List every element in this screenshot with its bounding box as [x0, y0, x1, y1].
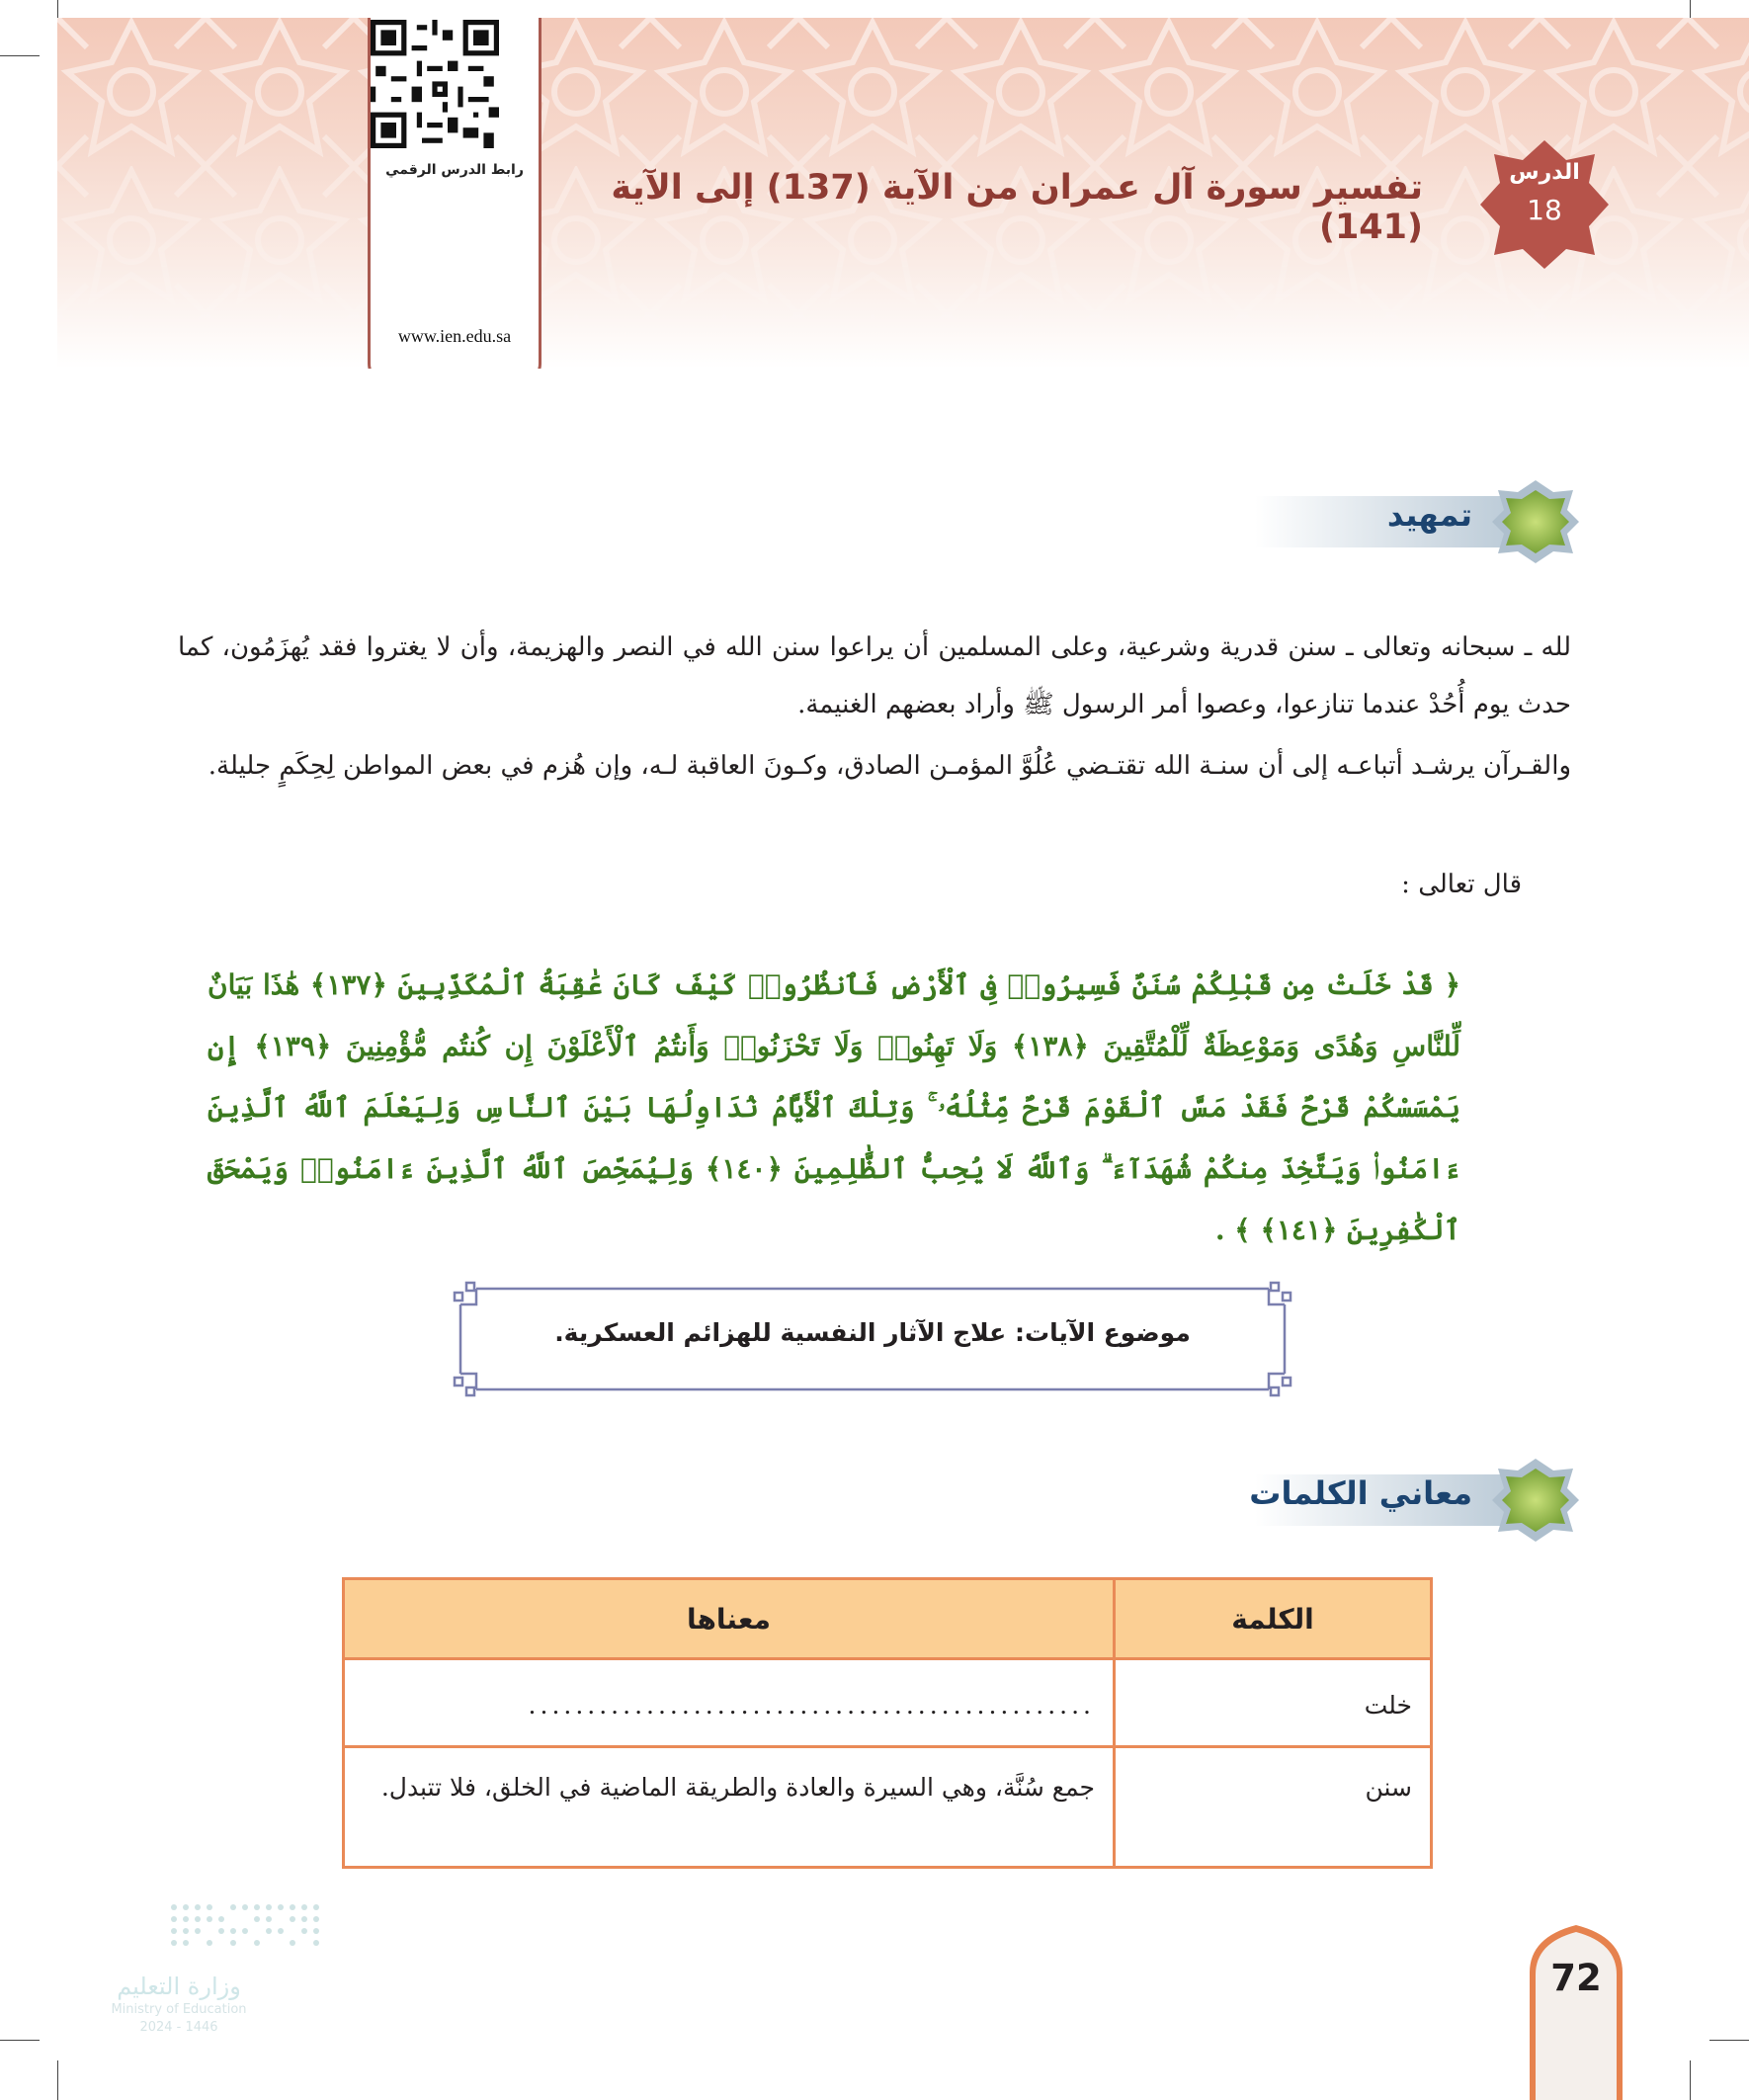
page-title: تفسير سورة آل عمران من الآية (137) إلى الآية (141): [611, 168, 1423, 247]
table-header-row: [344, 1579, 1432, 1659]
table-row: [344, 1659, 1432, 1747]
table-row: [344, 1747, 1432, 1868]
qr-caption: رابط الدرس الرقمي: [385, 162, 524, 178]
word-cell: خلت: [1115, 1659, 1432, 1747]
word-meanings-table: [342, 1577, 1433, 1869]
topic-box: [453, 1281, 1292, 1397]
page-number-tab: [1530, 1923, 1623, 2100]
quran-verse: ﴿ قَدْ خَلَتْ مِن قَبْلِكُمْ سُنَنٌ فَسِيرُوا۟ فِى ٱلْأَرْضِ فَٱنظُرُوا۟ كَيْفَ كَانَ عَٰقِبَةُ ٱلْمُكَذِّبِينَ ﴿١٣٧﴾ هَٰذَا بَيَانٌ لِّلنَّاسِ وَهُدًى وَمَوْعِظَةٌ لِّلْمُتَّقِينَ ﴿١٣٨﴾ وَلَا تَهِنُوا۟ وَلَا تَحْزَنُوا۟ وَأَنتُمُ ٱلْأَعْلَوْنَ إِن كُنتُم مُّؤْمِنِينَ ﴿١٣٩﴾ إِن يَمْسَسْكُمْ قَرْحٌ فَقَدْ مَسَّ ٱلْقَوْمَ قَرْحٌ مِّثْلُهُۥ ۚ وَتِلْكَ ٱلْأَيَّامُ نُدَاوِلُهَا بَيْنَ ٱلنَّاسِ وَلِيَعْلَمَ ٱللَّهُ ٱلَّذِينَ ءَامَنُوا۟ وَيَتَّخِذَ مِنكُمْ شُهَدَآءَ ۗ وَٱللَّهُ لَا يُحِبُّ ٱلظَّٰلِمِينَ ﴿١٤٠﴾ وَلِيُمَحِّصَ ٱللَّهُ ٱلَّذِينَ ءَامَنُوا۟ وَيَمْحَقَ ٱلْكَٰفِرِينَ ﴿١٤١﴾ ﴾ .: [208, 968, 1461, 1246]
verse-intro: قال تعالى :: [1401, 870, 1522, 899]
meaning-cell: جمع سُنَّة، وهي السيرة والعادة والطريقة الماضية في الخلق، فلا تتبدل.: [344, 1747, 1115, 1868]
section-heading-intro: [1255, 476, 1581, 567]
meaning-cell: ................................................: [344, 1659, 1115, 1747]
column-header-meaning: معناها: [344, 1579, 1115, 1659]
qr-url-link[interactable]: www.ien.edu.sa: [397, 326, 512, 346]
column-header-word: الكلمة: [1115, 1579, 1432, 1659]
crop-mark: [0, 2040, 40, 2041]
edition-year: 2024 - 1446: [139, 2020, 218, 2035]
word-cell: سنن: [1115, 1747, 1432, 1868]
qr-code-icon[interactable]: [371, 18, 499, 150]
ministry-logo: [95, 1895, 322, 2044]
section-title: معاني الكلمات: [1249, 1474, 1472, 1512]
intro-paragraph-2: والقـرآن يرشـد أتباعـه إلى أن سنـة الله تقتـضي عُلُوَّ المؤمـن الصادق، وكـونَ العاقبة لـه، وإن هُزم في بعض المواطن لِحِكَمٍ جليلة.: [208, 751, 1571, 781]
page-number: 72: [1550, 1957, 1602, 1999]
section-heading-words: [1249, 1455, 1581, 1546]
crop-mark: [0, 55, 40, 56]
ministry-name-ar: وزارة التعليم: [117, 1973, 241, 2000]
ministry-dots-icon: [95, 1895, 322, 1974]
ministry-name-en: Ministry of Education: [111, 2002, 247, 2017]
crop-mark: [57, 2060, 58, 2100]
lesson-number: 18: [1527, 194, 1562, 226]
crop-mark: [1690, 2060, 1691, 2100]
section-title: تمهيد: [1386, 496, 1472, 534]
crop-mark: [1709, 2040, 1749, 2041]
intro-paragraph-1: لله ـ سبحانه وتعالى ـ سنن قدرية وشرعية، وعلى المسلمين أن يراعوا سنن الله في النصر والهزيمة، وأن لا يغتروا فقد يُهزَمُون، كما حدث يوم أُحُدْ عندما تنازعوا، وعصوا أمر الرسول ﷺ وأراد بعضهم الغنيمة.: [178, 632, 1571, 719]
lesson-label: الدرس: [1509, 160, 1580, 185]
topic-text: موضوع الآيات: علاج الآثار النفسية للهزائم العسكرية.: [554, 1318, 1191, 1347]
lesson-badge: [1478, 138, 1611, 271]
